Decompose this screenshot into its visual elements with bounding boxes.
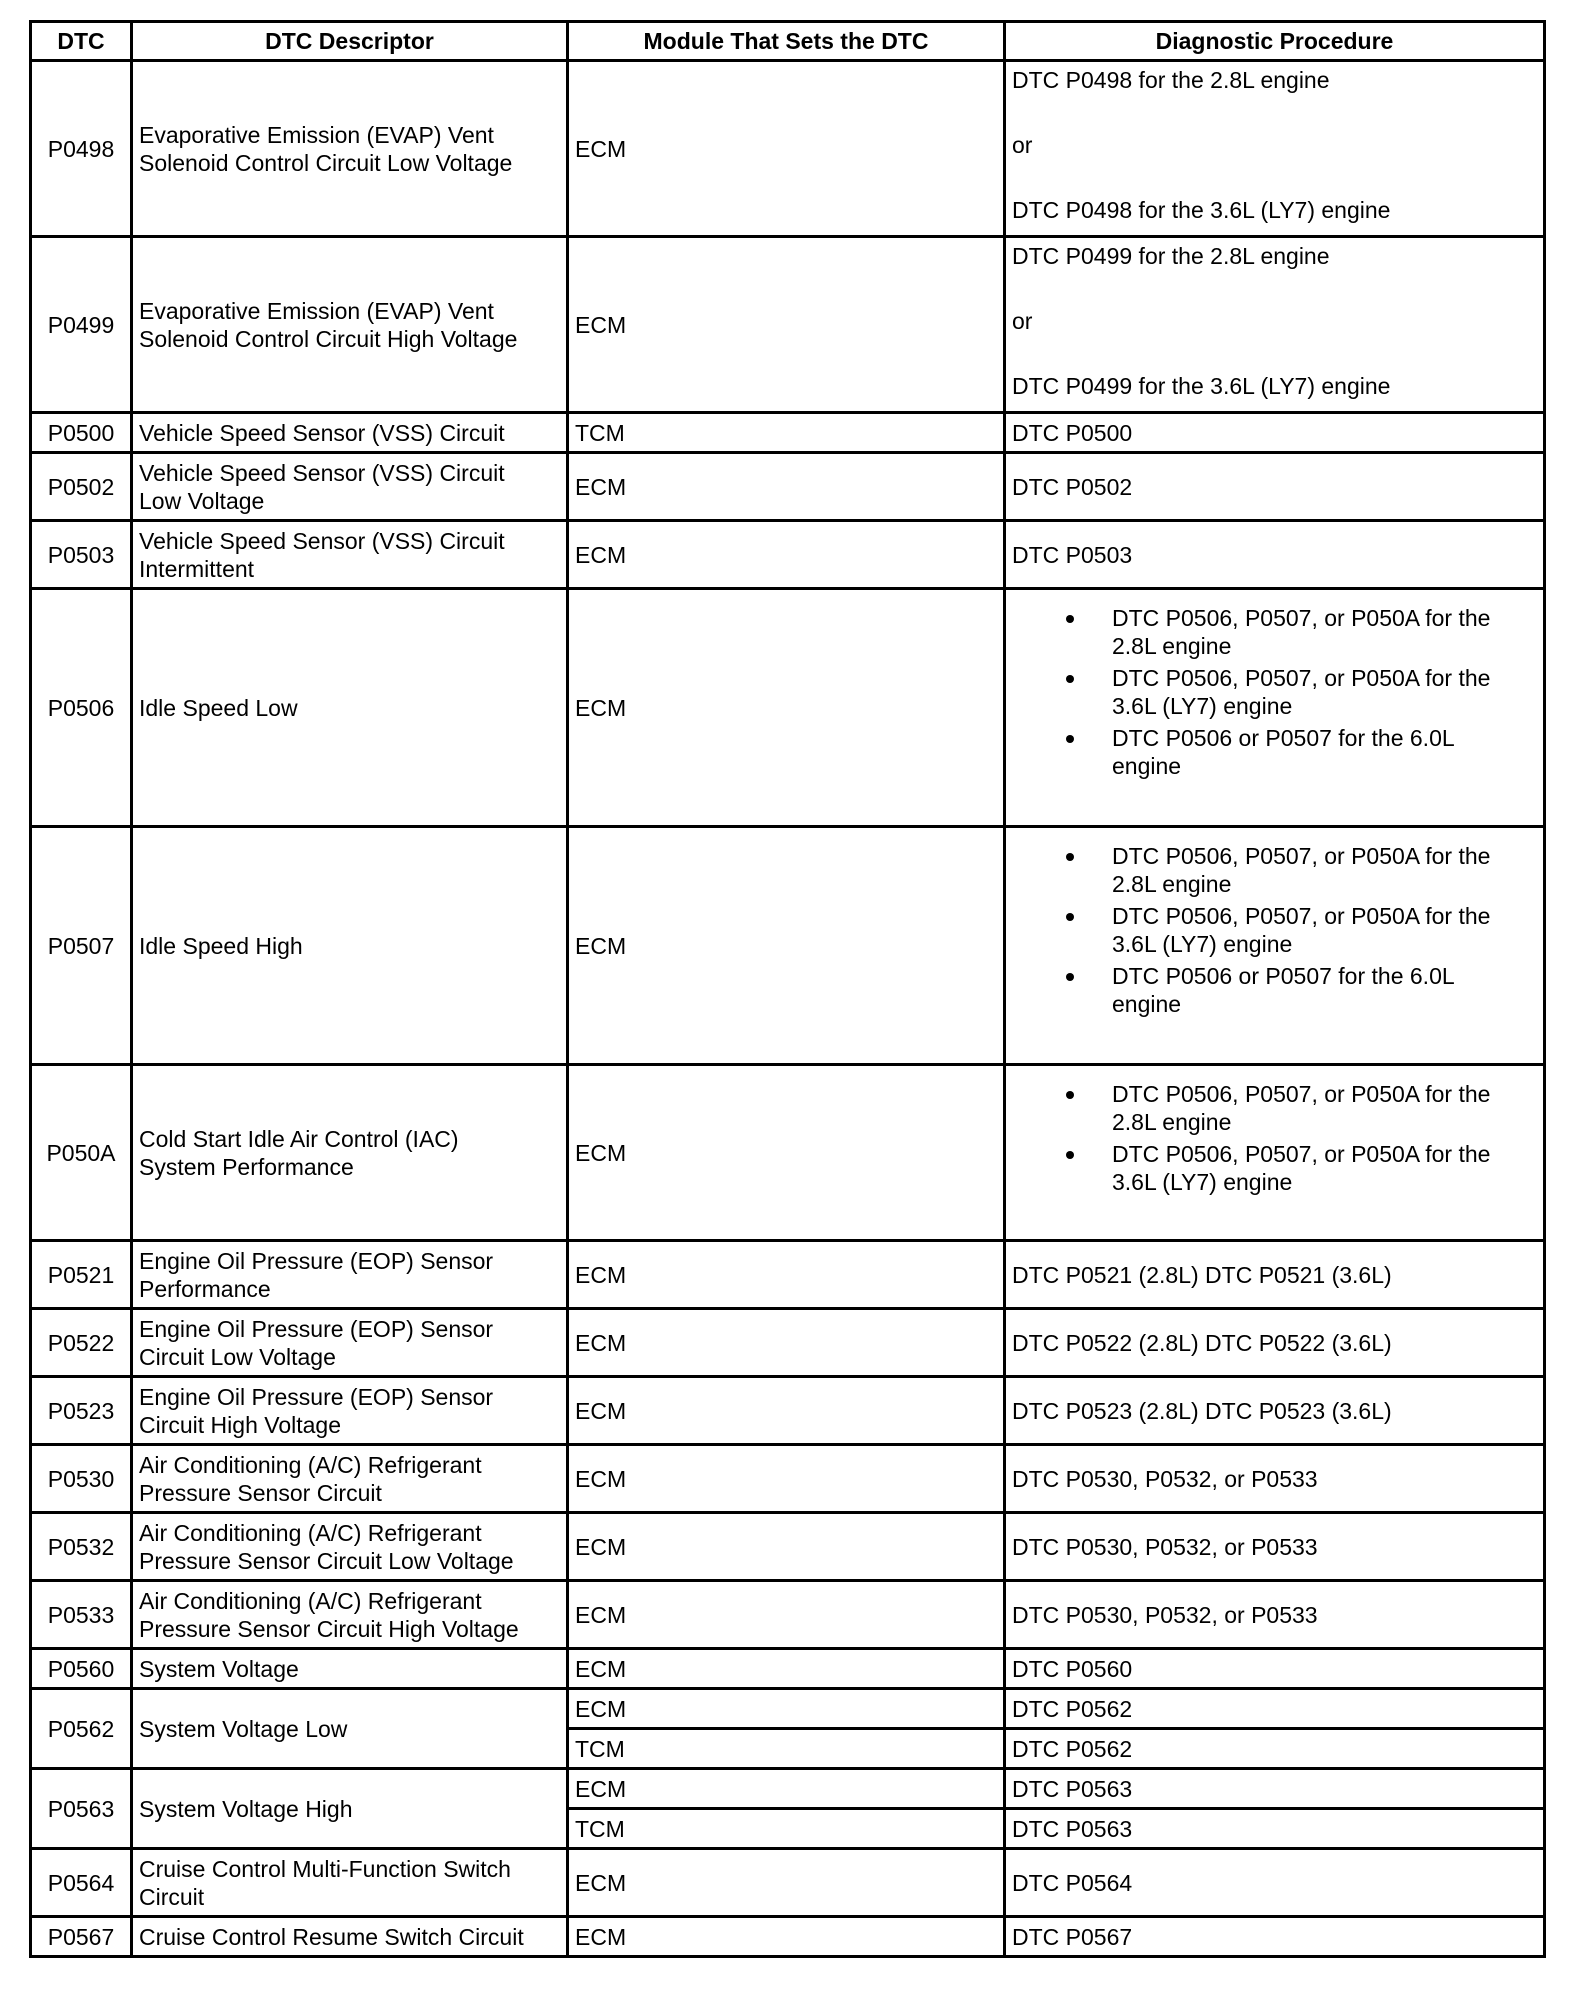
descriptor-line: Engine Oil Pressure (EOP) Sensor [139,1383,494,1410]
descriptor-line: Intermittent [139,555,255,582]
dtc-code: P0500 [31,413,132,453]
procedure-link[interactable]: DTC P0564 [1005,1849,1545,1917]
procedure-line: 2.8L engine [1112,1109,1232,1135]
table-row [31,61,1545,237]
table-row [31,1849,1545,1917]
procedure-line: 3.6L (LY7) engine [1112,931,1293,957]
diagnostic-procedure [1005,589,1545,827]
dtc-descriptor: System Voltage Low [132,1689,568,1769]
procedure-line: DTC P0506, P0507, or P050A for the [1112,1141,1491,1167]
dtc-descriptor [132,453,568,521]
descriptor-line: Air Conditioning (A/C) Refrigerant [139,1451,482,1478]
dtc-code: P0563 [31,1769,132,1849]
table-row [31,453,1545,521]
list-item[interactable] [1112,604,1537,660]
procedure-link[interactable]: DTC P0562 [1005,1689,1545,1729]
procedure-line: DTC P0506 or P0507 for the 6.0L [1112,963,1455,989]
header-descriptor: DTC Descriptor [132,22,568,61]
dtc-descriptor: Idle Speed High [132,827,568,1065]
dtc-descriptor [132,61,568,237]
dtc-descriptor [132,521,568,589]
procedure-list [1012,1080,1537,1196]
procedure-line: 3.6L (LY7) engine [1112,693,1293,719]
procedure-text: or [1012,308,1033,334]
procedure-list [1012,604,1537,780]
module: ECM [568,61,1005,237]
dtc-code: P0507 [31,827,132,1065]
module: ECM [568,1309,1005,1377]
table-header-row [31,22,1545,61]
procedure-link[interactable]: DTC P0521 (2.8L) DTC P0521 (3.6L) [1005,1241,1545,1309]
list-item[interactable] [1112,962,1537,1018]
procedure-link[interactable]: DTC P0499 for the 3.6L (LY7) engine [1012,373,1391,399]
dtc-code: P0523 [31,1377,132,1445]
module: ECM [568,1649,1005,1689]
table-row [31,237,1545,413]
table-row [31,1769,1545,1809]
table-row [31,1309,1545,1377]
descriptor-line: Cold Start Idle Air Control (IAC) [139,1125,459,1152]
procedure-link[interactable]: DTC P0563 [1005,1769,1545,1809]
table-row [31,1689,1545,1729]
module: ECM [568,1689,1005,1729]
descriptor-line: Circuit Low Voltage [139,1343,336,1370]
descriptor-line: Vehicle Speed Sensor (VSS) Circuit [139,459,505,486]
list-item[interactable] [1112,842,1537,898]
table-row [31,1065,1545,1241]
list-item[interactable] [1112,1080,1537,1136]
dtc-code: P0564 [31,1849,132,1917]
descriptor-line: Air Conditioning (A/C) Refrigerant [139,1519,482,1546]
table-row [31,1581,1545,1649]
procedure-link[interactable]: DTC P0502 [1005,453,1545,521]
procedure-line: 2.8L engine [1112,871,1232,897]
dtc-descriptor [132,237,568,413]
dtc-descriptor [132,1849,568,1917]
procedure-link[interactable]: DTC P0567 [1005,1917,1545,1957]
list-item[interactable] [1112,664,1537,720]
dtc-code: P0530 [31,1445,132,1513]
diagnostic-procedure [1005,237,1545,413]
descriptor-line: System Performance [139,1153,354,1180]
descriptor-line: Solenoid Control Circuit High Voltage [139,325,518,352]
dtc-code: P0562 [31,1689,132,1769]
descriptor-line: Low Voltage [139,487,265,514]
module: ECM [568,827,1005,1065]
procedure-line: DTC P0506, P0507, or P050A for the [1112,843,1491,869]
list-item[interactable] [1112,1140,1537,1196]
dtc-code: P0499 [31,237,132,413]
dtc-code: P050A [31,1065,132,1241]
dtc-descriptor [132,1445,568,1513]
module: ECM [568,1377,1005,1445]
module: ECM [568,237,1005,413]
dtc-descriptor: System Voltage [132,1649,568,1689]
table-row [31,521,1545,589]
procedure-link[interactable]: DTC P0530, P0532, or P0533 [1005,1513,1545,1581]
procedure-line: DTC P0506, P0507, or P050A for the [1112,665,1491,691]
procedure-link[interactable]: DTC P0562 [1005,1729,1545,1769]
procedure-line: DTC P0506, P0507, or P050A for the [1112,903,1491,929]
module: ECM [568,521,1005,589]
header-module: Module That Sets the DTC [568,22,1005,61]
descriptor-line: Pressure Sensor Circuit [139,1479,382,1506]
dtc-descriptor [132,1377,568,1445]
diagnostic-procedure [1005,61,1545,237]
module: ECM [568,1581,1005,1649]
procedure-line: engine [1112,991,1182,1017]
diagnostic-procedure [1005,827,1545,1065]
procedure-link[interactable]: DTC P0498 for the 3.6L (LY7) engine [1012,197,1391,223]
procedure-list [1012,842,1537,1018]
dtc-descriptor [132,1241,568,1309]
dtc-code: P0506 [31,589,132,827]
dtc-descriptor [132,1309,568,1377]
dtc-code: P0521 [31,1241,132,1309]
procedure-link[interactable]: DTC P0560 [1005,1649,1545,1689]
dtc-descriptor [132,1581,568,1649]
descriptor-line: Evaporative Emission (EVAP) Vent [139,297,494,324]
dtc-descriptor: Idle Speed Low [132,589,568,827]
descriptor-line: Cruise Control Multi-Function Switch [139,1855,511,1882]
table-row [31,1445,1545,1513]
module: ECM [568,589,1005,827]
descriptor-line: Engine Oil Pressure (EOP) Sensor [139,1247,494,1274]
dtc-table [29,20,1546,1958]
diagnostic-procedure [1005,1065,1545,1241]
table-row [31,413,1545,453]
module: ECM [568,453,1005,521]
dtc-descriptor: System Voltage High [132,1769,568,1849]
dtc-code: P0532 [31,1513,132,1581]
list-item[interactable] [1112,902,1537,958]
module: ECM [568,1241,1005,1309]
procedure-line: DTC P0506, P0507, or P050A for the [1112,605,1491,631]
procedure-link[interactable]: DTC P0523 (2.8L) DTC P0523 (3.6L) [1005,1377,1545,1445]
table-row [31,589,1545,827]
dtc-descriptor [132,1065,568,1241]
dtc-descriptor [132,1513,568,1581]
descriptor-line: Evaporative Emission (EVAP) Vent [139,121,494,148]
module: TCM [568,1809,1005,1849]
dtc-table-container [29,20,1543,1958]
descriptor-line: Pressure Sensor Circuit High Voltage [139,1615,519,1642]
dtc-code: P0567 [31,1917,132,1957]
module: ECM [568,1917,1005,1957]
module: ECM [568,1849,1005,1917]
table-row [31,1241,1545,1309]
table-row [31,1377,1545,1445]
module: ECM [568,1445,1005,1513]
descriptor-line: Vehicle Speed Sensor (VSS) Circuit [139,527,505,554]
dtc-code: P0560 [31,1649,132,1689]
module: TCM [568,1729,1005,1769]
dtc-code: P0498 [31,61,132,237]
procedure-link[interactable]: DTC P0500 [1005,413,1545,453]
dtc-descriptor: Cruise Control Resume Switch Circuit [132,1917,568,1957]
procedure-line: DTC P0506 or P0507 for the 6.0L [1112,725,1455,751]
module: TCM [568,413,1005,453]
table-row [31,1649,1545,1689]
procedure-link[interactable]: DTC P0522 (2.8L) DTC P0522 (3.6L) [1005,1309,1545,1377]
descriptor-line: Circuit [139,1883,205,1910]
procedure-line: DTC P0506, P0507, or P050A for the [1112,1081,1491,1107]
descriptor-line: Circuit High Voltage [139,1411,341,1438]
header-dtc: DTC [31,22,132,61]
header-procedure: Diagnostic Procedure [1005,22,1545,61]
procedure-line: 3.6L (LY7) engine [1112,1169,1293,1195]
table-row [31,1513,1545,1581]
module: ECM [568,1065,1005,1241]
dtc-code: P0533 [31,1581,132,1649]
module: ECM [568,1513,1005,1581]
table-row [31,1917,1545,1957]
descriptor-line: Air Conditioning (A/C) Refrigerant [139,1587,482,1614]
procedure-link[interactable]: DTC P0499 for the 2.8L engine [1012,243,1330,269]
procedure-link[interactable]: DTC P0503 [1005,521,1545,589]
module: ECM [568,1769,1005,1809]
procedure-text: or [1012,132,1033,158]
dtc-descriptor: Vehicle Speed Sensor (VSS) Circuit [132,413,568,453]
procedure-link[interactable]: DTC P0498 for the 2.8L engine [1012,67,1330,93]
procedure-line: engine [1112,753,1182,779]
descriptor-line: Solenoid Control Circuit Low Voltage [139,149,513,176]
descriptor-line: Performance [139,1275,271,1302]
procedure-link[interactable]: DTC P0563 [1005,1809,1545,1849]
dtc-code: P0522 [31,1309,132,1377]
descriptor-line: Engine Oil Pressure (EOP) Sensor [139,1315,494,1342]
dtc-code: P0503 [31,521,132,589]
list-item[interactable] [1112,724,1537,780]
dtc-code: P0502 [31,453,132,521]
descriptor-line: Pressure Sensor Circuit Low Voltage [139,1547,514,1574]
procedure-line: 2.8L engine [1112,633,1232,659]
procedure-link[interactable]: DTC P0530, P0532, or P0533 [1005,1581,1545,1649]
procedure-link[interactable]: DTC P0530, P0532, or P0533 [1005,1445,1545,1513]
table-row [31,827,1545,1065]
